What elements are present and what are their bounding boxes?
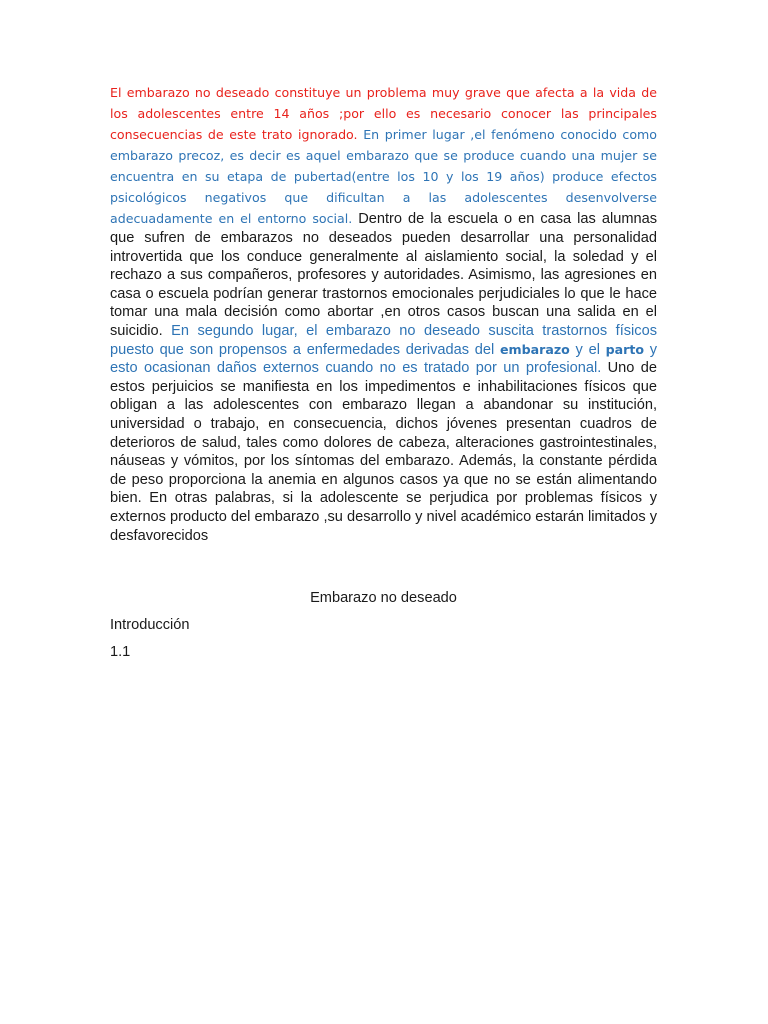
black-first-text: Dentro de la escuela o en casa las alumnas que sufren de embarazos no deseados pueden desarrollar una personalidad introvertida que los conduce generalmente al aislamiento social, la soledad y el rechazo a sus compañeros, profesores y autoridades. Asimismo, las agresiones en casa o escuela podrían generar trastornos emocionales perjudiciales lo que le hace tomar una mala decisión como abortar ,en otros casos buscan una salida en el suicidio. — [110, 211, 658, 339]
body-paragraph — [110, 82, 657, 545]
section-number: 1.1 — [110, 644, 131, 660]
bold-word-embarazo: embarazo — [499, 341, 570, 357]
blue-second-text-c: y esto ocasionan daños externos cuando no es tratado por un profesional. — [110, 341, 658, 377]
section-heading: Introducción — [110, 617, 190, 633]
bold-word-parto: parto — [605, 341, 645, 357]
black-second-text: Uno de estos perjuicios se manifiesta en los impedimentos e inhabilitaciones físicos que obligan a las adolescentes con embarazo llegan a abandonar su institución, universidad o trabajo, en consecuencia, dichos jóvenes presentan cuadros de deterioros de salud, tales como dolores de cabeza, alteraciones gastrointestinales, náuseas y vómitos, por los síntomas del embarazo. Además, la constante pérdida de peso proporciona la anemia en algunos casos ya que no se están alimentando bien. En otras palabras, si la adolescente se perjudica por problemas físicos y externos producto del embarazo ,su desarrollo y nivel académico estarán limitados y desfavorecidos — [110, 360, 658, 544]
blue-second-text-b: y el — [575, 341, 600, 358]
red-intro-text: El embarazo no deseado constituye un problema muy grave que afecta a la vida de los adolescentes entre 14 años ;por ello es necesario conocer las principales consecuencias de este trato ignorado. — [110, 85, 657, 142]
document-title: Embarazo no deseado — [310, 590, 457, 606]
blue-second-text-a: En segundo lugar, el embarazo no deseado suscita trastornos físicos puesto que son propensos a enfermedades derivadas del — [110, 322, 658, 358]
blue-first-text: En primer lugar ,el fenómeno conocido como embarazo precoz, es decir es aquel embarazo que se produce cuando una mujer se encuentra en su etapa de pubertad(entre los 10 y los 19 años) produce efectos psicológicos negativos que dificultan a las adolescentes desenvolverse adecuadamente en el entorno social. — [110, 127, 658, 226]
